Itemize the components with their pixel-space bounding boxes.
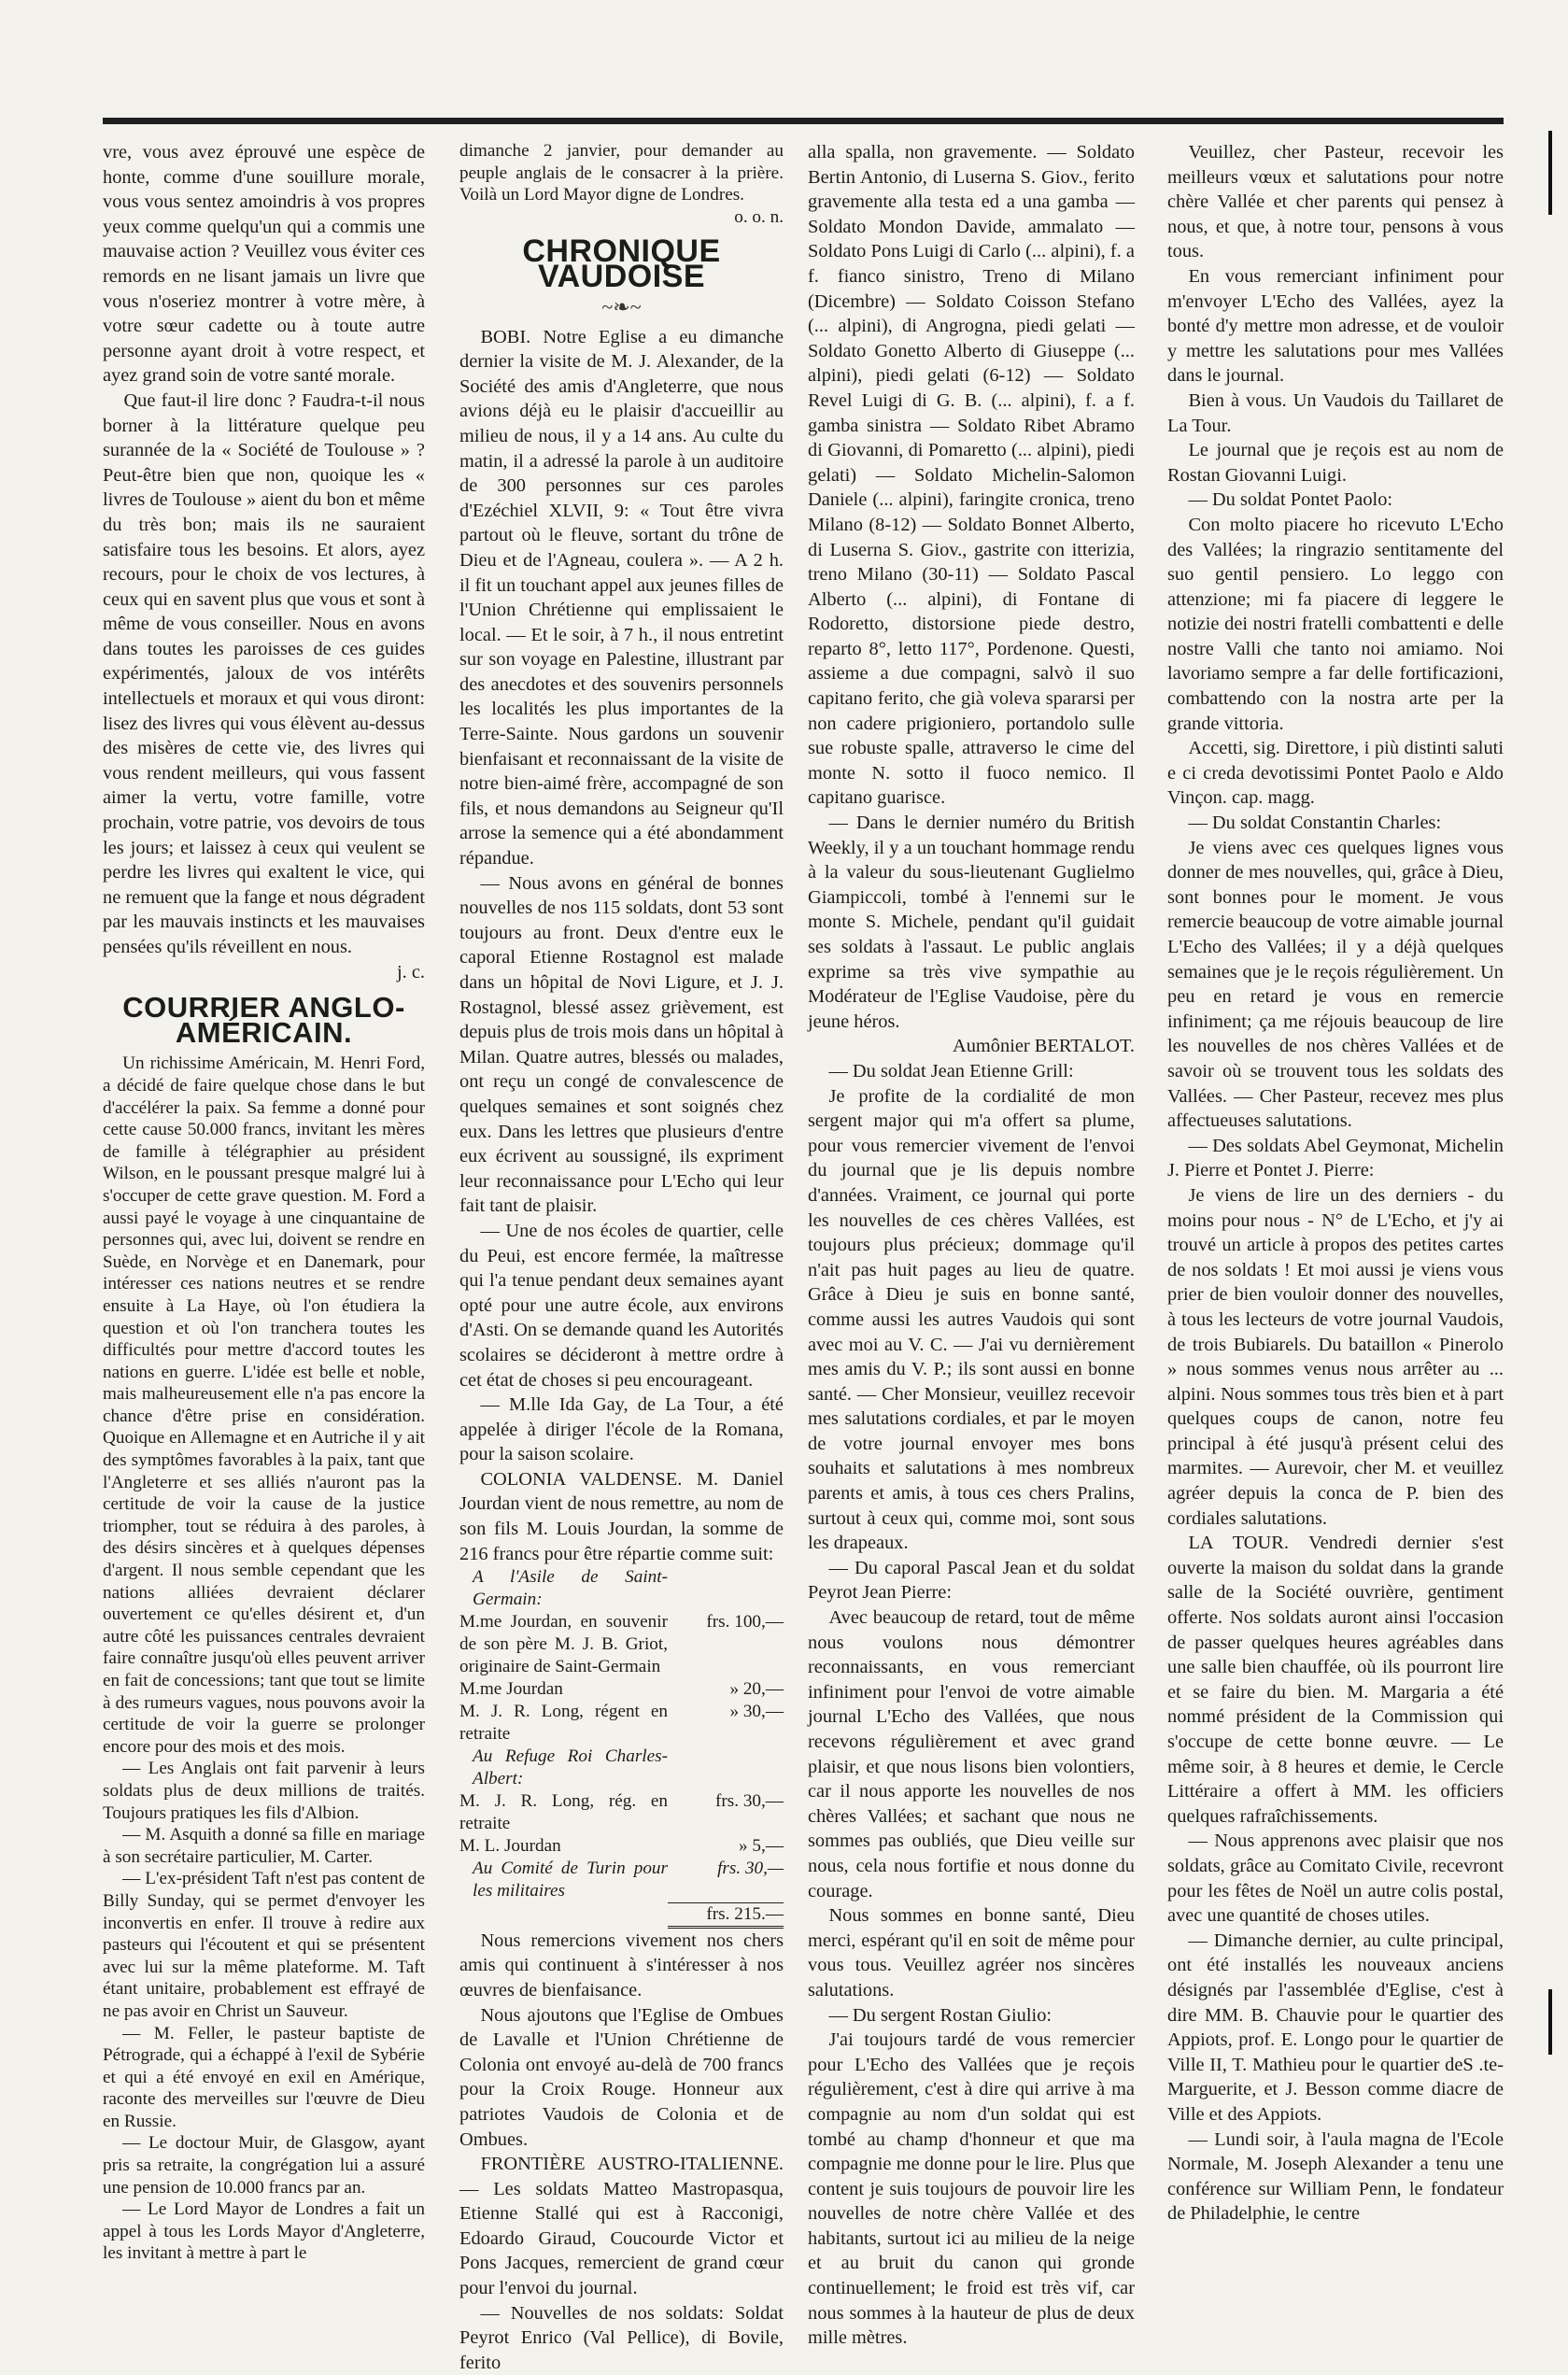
paragraph: alla spalla, non gravemente. — Soldato Bertin Antonio, di Luserna S. Giov., ferito gravemente alla testa ed a una gamba — Soldato Mondon Davide, ammalato — Soldato Pons Luigi di Carlo (... alpini), f. a f. fianco sinistro, Treno di Milano (Dicembre) — Soldato Coisson Stefano (... alpini), di Angrogna, piedi gelati — Soldato Gonetto Alberto di Giuseppe (... alpini), piedi gelati (6-12) — Soldato Revel Luigi di G. B. (... alpini), f. a f. gamba sinistra — Soldato Ribet Abramo di Giovanni, di Pomaretto (... alpini), piedi gelati) — Soldato Michelin-Salomon Daniele (... alpini), faringite cronica, treno Milano (8-12) — Soldato Bonnet Alberto, di Luserna S. Giov., gastrite con itterizia, treno Milano (30-11) — Soldato Pascal Alberto (... alpini), di Fontane di Rodoretto, distorsione piede destro, reparto 8°, letto 117°, Pordenone. Questi, assieme a due compagni, salvò il suo capitano ferito, che già voleva spararsi per non cadere prigioniero, portandolo sulle sue robuste spalle, attraverso le cime del monte N. sotto il fuoco nemico. Il capitano guarisce. <box>808 142 1135 809</box>
paragraph: — L'ex-président Taft n'est pas content de Billy Sunday, qui se permet d'envoyer les inconvertis en enfer. Il trouve à redire aux pasteurs qui l'écoutent et qui se présentent avec lui sur la même plateforme. M. Taft étant unitaire, probablement est effrayé de ne pas avoir en Christ un Sauveur. <box>103 1869 425 2021</box>
paragraph: — M. Feller, le pasteur baptiste de Pétrograde, qui a échappé à l'exil de Sybérie et qui a été envoyé en exil en Amérique, raconte des merveilles sur l'œuvre de Dieu en Russie. <box>103 2023 425 2131</box>
paragraph: Je viens avec ces quelques lignes vous donner de mes nouvelles, qui, grâce à Dieu, sont bonnes pour le moment. Je vous remercie beaucoup de votre aimable journal L'Echo des Vallées; il y a déjà quelques semaines que je le reçois régulièrement. Un peu en retard je vous en remercie infiniment; ça me réjouis beaucoup de lire les nouvelles de nos chères Vallées et de savoir où se trouvent tous les soldats des Vallées. — Cher Pasteur, recevez mes plus affectueuses salutations. <box>1167 837 1504 1132</box>
signature: Aumônier BERTALOT. <box>953 1036 1135 1057</box>
column-3 <box>808 140 1135 2351</box>
paragraph: — Du caporal Pascal Jean et du soldat Peyrot Jean Pierre: <box>808 1557 1135 1604</box>
donation-label: Au Comité de Turin pour les militaires <box>473 1859 668 1901</box>
paragraph: — Dans le dernier numéro du British Weekly, il y a un touchant hommage rendu à la valeur du sous-lieutenant Guglielmo Giampiccoli, tombé à l'ennemi sur le monte S. Michele, pendant qu'il guidait ses soldats à l'assaut. Le public anglais exprime sa très vive sympathie au Modérateur de l'Eglise Vaudoise, père du jeune héros. <box>808 813 1135 1032</box>
paragraph: — Du soldat Pontet Paolo: <box>1188 489 1393 511</box>
donation-row <box>459 1566 784 1611</box>
paragraph: Un richissime Américain, M. Henri Ford, a décidé de faire quelque chose dans le but d'accélérer la paix. Sa femme a donné pour cette cause 50.000 francs, invitant les mères de famille à télégraphier au président Wilson, en le poussant presque malgré lui à s'occuper de cette grave question. M. Ford a aussi payé le voyage à une cinquantaine de personnes qui, avec lui, doivent se rendre en Suède, en Norvège et en Danemark, pour intéresser ces nations neutres et se rendre ensuite à La Haye, où l'on étudiera la question et où l'on tranchera toutes les difficultés pour mettre d'accord toutes les nations en guerre. L'idée est belle et noble, mais malheureusement elle n'a pas encore la chance d'être prise en considération. Quoique en Allemagne et en Autriche il y ait des symptômes favorables à la paix, tant que l'Angleterre et ses alliés n'auront pas la certitude de voir la cause de la justice triompher, tout se réduira à des paroles, à des désirs sincères et à quelques dépenses d'argent. Il nous semble cependant que les nations alliées devraient déclarer ouvertement ce qu'elles désirent et, d'un autre côté les puissances centrales devraient faire connaître jusqu'où elles peuvent arriver en fait de concessions; tant que tout se limite à des rumeurs vagues, nous pouvons avoir la certitude de voir la guerre se prolonger encore pour des mois et des mois. <box>103 1053 425 1757</box>
paragraph: — Dimanche dernier, au culte principal, ont été installés les nouveaux anciens désignés par l'assemblée d'Eglise, c'est à dire MM. B. Chauvie pour le quartier des Appiots, prof. E. Longo pour le quartier de Ville II, T. Mathieu pour le quartier deS .te-Marguerite, et J. Besson comme diacre de Ville et des Appiots. <box>1167 1930 1504 2125</box>
donation-label: M. J. R. Long, régent en retraite <box>459 1702 668 1745</box>
donation-row <box>459 1678 784 1701</box>
paragraph: FRONTIÈRE AUSTRO-ITALIENNE. — Les soldats Matteo Mastropasqua, Etienne Stallé qui est à Racconigi, Edoardo Giraud, Coucourde Victor et Pons Jacques, remercient de grand cœur pour l'envoi du journal. <box>459 2154 784 2299</box>
donation-label: M. L. Jourdan <box>459 1836 561 1857</box>
donation-label <box>459 1902 668 1927</box>
column-1 <box>103 140 425 2265</box>
donation-row <box>459 1835 784 1858</box>
donation-row <box>459 1790 784 1835</box>
signature: j. c. <box>396 961 425 983</box>
donation-row <box>459 1611 784 1678</box>
paragraph: dimanche 2 janvier, pour demander au peuple anglais de le consacrer à la prière. Voilà un Lord Mayor digne de Londres. <box>459 141 784 205</box>
paragraph: — Des soldats Abel Geymonat, Michelin J. Pierre et Pontet J. Pierre: <box>1167 1135 1504 1181</box>
section-heading-courrier: COURRIER ANGLO-AMÉRICAIN. <box>122 991 405 1049</box>
section-heading-chronique: CHRONIQUE VAUDOISE <box>522 233 721 294</box>
donation-label: A l'Asile de Saint-Germain: <box>473 1567 668 1610</box>
donation-amount: » 30,— <box>729 1702 784 1722</box>
donation-amount: » 20,— <box>729 1679 784 1700</box>
donation-amount: » 5,— <box>739 1836 784 1857</box>
paragraph: — Nouvelles de nos soldats: Soldat Peyrot Enrico (Val Pellice), di Bovile, ferito <box>459 2302 784 2373</box>
paragraph: — M.lle Ida Gay, de La Tour, a été appelée à diriger l'école de la Romana, pour la saison scolaire. <box>459 1394 784 1465</box>
paragraph: Veuillez, cher Pasteur, recevoir les meilleurs vœux et salutations pour notre chère Vallée et cher parents qui pensez à nous, et que, à notre tour, pensons à vous tous. <box>1167 142 1504 262</box>
paragraph: — Les Anglais ont fait parvenir à leurs soldats plus de deux millions de traités. Toujours pratiques les fils d'Albion. <box>103 1759 425 1823</box>
paragraph: — M. Asquith a donné sa fille en mariage à son secrétaire particulier, M. Carter. <box>103 1825 425 1867</box>
paragraph: Nous ajoutons que l'Eglise de Ombues de Lavalle et l'Union Chrétienne de Colonia ont envoyé au-delà de 700 francs pour la Croix Rouge. Honneur aux patriotes Vaudois de Colonia et de Ombues. <box>459 2004 784 2150</box>
donation-amount <box>668 1566 784 1611</box>
top-rule <box>103 118 1504 124</box>
paragraph: Bien à vous. Un Vaudois du Taillaret de La Tour. <box>1167 389 1504 436</box>
donation-row <box>459 1746 784 1790</box>
paragraph: Accetti, sig. Direttore, i più distinti saluti e ci creda devotissimi Pontet Paolo e Aldo Vinçon. cap. magg. <box>1167 738 1504 809</box>
donation-row <box>459 1858 784 1902</box>
donation-amount: frs. 30,— <box>714 1791 784 1812</box>
paragraph: — Du sergent Rostan Giulio: <box>828 2004 1052 2026</box>
donation-label: Au Refuge Roi Charles-Albert: <box>473 1746 668 1789</box>
paragraph: J'ai toujours tardé de vous remercier pour L'Echo des Vallées que je reçois régulièrement, c'est à dire qui arrive à ma compagnie au nom d'un soldat qui est tombé au champ d'honneur et que ma compagnie me donne pour le lire. Plus que content je suis toujours de pouvoir lire les nouvelles de notre chère Vallée et des habitants, surtout ici au milieu de la neige et au bruit du canon qui gronde continuellement; le froid est très vif, car nous sommes à la hauteur de plus de deux mille mètres. <box>808 2029 1135 2349</box>
paragraph: BOBI. Notre Eglise a eu dimanche dernier la visite de M. J. Alexander, de la Société des amis d'Angleterre, que nous avions déjà eu le plaisir d'accueillir au milieu de nous, il y a 14 ans. Au culte du matin, il a adressé la parole à un auditoire de 300 personnes sur ces paroles d'Ezéchiel XLVII, 9: « Tout être vivra partout où le fleuve, sortant du trône de Dieu et de l'Agneau, coulera ». — A 2 h. il fit un touchant appel aux jeunes filles de l'Union Chrétienne qui emplissaient le local. — Et le soir, à 7 h., il nous entretint sur son voyage en Palestine, illustrant par des anecdotes et des souvenirs personnels les localités les plus importantes de la Terre-Sainte. Nous gardons un souvenir bienfaisant et reconnaissant de la visite de notre bien-aimé frère, accompagné de son fils, et nous demandons au Seigneur qu'Il arrose la semence qui a été abondamment répandue. <box>459 326 784 869</box>
paragraph: Que faut-il lire donc ? Faudra-t-il nous borner à la littérature quelque peu surannée de la « Société de Toulouse » ? Peut-être bien que non, quoique les « livres de Toulouse » aient du bon et même du très bon; mais ils ne sauraient satisfaire tous les besoins. Et alors, ayez recours, pour le choix de vos lectures, à ceux qui en savent plus que vous et sont à même de vous conseiller. Nous en avons dans toutes les paroisses de ces guides expérimentés, jaloux de vos intérêts intellectuels et moraux et qui vous diront: lisez des livres qui vous élèvent au-dessus des misères de cette vie, des livres qui vous rendent meilleurs, qui vous fassent aimer la vertu, votre famille, votre prochain, votre patrie, vos devoirs de tous les jours; et laissez à ceux qui veulent se perdre les livres qui exaltent le vice, qui ne remuent que la fange et nous dégradent par les mauvais instincts et les mauvaises pensées qu'ils réveillent en nous. <box>103 389 425 957</box>
paragraph: Je profite de la cordialité de mon sergent major qui m'a offert sa plume, pour vous remercier vivement de l'envoi du journal que je lis depuis nombre d'années. Vraiment, ce journal qui porte les nouvelles de ces chères Vallées, est toujours plus précieux; dommage qu'il n'ait pas huit pages au lieu de quatre. Grâce à Dieu je suis en bonne santé, comme aussi les autres Vaudois qui sont avec moi au V. C. — J'ai vu dernièrement mes amis du V. P.; ils sont aussi en bonne santé. — Cher Monsieur, veuillez recevoir mes salutations cordiales, et par le moyen de votre journal envoyer mes bons souhaits et salutations à mes nombreux parents et amis, à tous ces chers Pralins, surtout à ceux qui, comme moi, sont sous les drapeaux. <box>808 1085 1135 1554</box>
paragraph: vre, vous avez éprouvé une espèce de honte, comme d'une souillure morale, vous vous sentez amoindris à vos propres yeux comme quelqu'un qui a commis une mauvaise action ? Veuillez vous éviter ces remords en ne lisant jamais un livre que vous n'oseriez montrer à votre mère, à votre sœur cadette ou à toute autre personne ayant droit à votre respect, et ayez grand soin de votre santé morale. <box>103 142 425 387</box>
paragraph: — Le Lord Mayor de Londres a fait un appel à tous les Lords Mayor d'Angleterre, les invitant à mettre à part le <box>103 2199 425 2264</box>
ornament-divider: ~❧~ <box>601 294 642 318</box>
paragraph: — Nous avons en général de bonnes nouvelles de nos 115 soldats, dont 53 sont toujours au front. Deux d'entre eux le caporal Etienne Rostagnol est malade dans un hôpital de Novi Ligure, et J. J. Rostagnol, blessé assez grièvement, est depuis plus de trois mois dans un hôpital à Milan. Quatre autres, blessés ou malades, ont reçu un congé de convalescence de quelques semaines et sont soignés chez eux. Dans les lettres que plusieurs d'entre eux écrivent au soussigné, ils expriment leur reconnaissance pour L'Echo qui leur fait tant de plaisir. <box>459 872 784 1217</box>
donation-label: M.me Jourdan <box>459 1679 563 1700</box>
donation-row <box>459 1902 784 1927</box>
edge-mark <box>1548 1989 1552 2055</box>
paragraph: Nous sommes en bonne santé, Dieu merci, espérant qu'il en soit de même pour vous tous. Veuillez agréer nos sincères salutations. <box>808 1905 1135 2000</box>
paragraph: — Nous apprenons avec plaisir que nos soldats, grâce au Comitato Civile, recevront pour les fêtes de Noël un autre colis postal, avec une quantité de choses utiles. <box>1167 1831 1504 1927</box>
donation-amount: frs. 100,— <box>706 1612 784 1633</box>
paragraph: Avec beaucoup de retard, tout de même nous voulons nous démontrer reconnaissants, en vous remerciant infiniment pour l'envoi de votre aimable journal L'Echo des Vallées, que nous recevons régulièrement et avec grand plaisir, et que nous lisons bien volontiers, car il nous apporte les nouvelles de nos chères Vallées; et sachant que nous ne sommes pas oubliés, que Dieu veille sur nous, cela nous fortifie et nous donne du courage. <box>808 1607 1135 1901</box>
paragraph: Je viens de lire un des derniers - du moins pour nous - N° de L'Echo, et j'y ai trouvé un article à propos des petites cartes de nos soldats ! Et moi aussi je viens vous prier de bien vouloir donner des nouvelles, à tous les lecteurs de votre journal Vaudois, de trois Bubiarels. Du bataillon « Pinerolo » nous sommes venus nous arrêter au ... alpini. Nous sommes tous très bien et à part quelques coups de canon, notre feu principal à été jusqu'à présent celui des marmites. — Aurevoir, cher M. et veuillez agréer depuis la conca de P. bien des cordiales salutations. <box>1167 1184 1504 1529</box>
paragraph: Le journal que je reçois est au nom de Rostan Giovanni Luigi. <box>1167 440 1504 486</box>
paragraph: — Du soldat Constantin Charles: <box>1188 813 1442 834</box>
donation-table <box>459 1566 784 1929</box>
donation-label: M.me Jourdan, en souvenir de son père M. J. B. Griot, originaire de Saint-Germain <box>459 1612 668 1677</box>
donation-row <box>459 1701 784 1746</box>
paragraph: Con molto piacere ho ricevuto L'Echo des Vallées; la ringrazio sentitamente del suo gentil pensiero. Lo leggo con attenzione; mi fa piacere di leggere le notizie dei nostri fratelli combattenti e delle nostre Valli che tanto noi amiamo. Noi lavoriamo sempre a far delle fortificazioni, combattendo con la nostra arte per la grande vittoria. <box>1167 514 1504 734</box>
paragraph: Nous remercions vivement nos chers amis qui continuent à s'intéresser à nos œuvres de bienfaisance. <box>459 1930 784 2000</box>
donation-amount <box>668 1746 784 1790</box>
donation-amount: frs. 30,— <box>717 1859 784 1879</box>
paragraph: LA TOUR. Vendredi dernier s'est ouverte la maison du soldat dans la grande salle de la Société ouvrière, gentiment offerte. Nos soldats auront ainsi l'occasion de passer quelques heures agréables dans une salle bien chauffée, où ils pourront lire et se faire du bien. M. Margaria a été nommé président de la Commission qui s'occupe de cette bonne œuvre. — Le même soir, à 8 heures et demie, le Cercle Littéraire a offert à MM. les officiers quelques rafraîchissements. <box>1167 1533 1504 1827</box>
paragraph: En vous remerciant infiniment pour m'envoyer L'Echo des Vallées, ayez la bonté d'y mettre mon adresse, et de vouloir y mettre les salutations pour mes Vallées dans le journal. <box>1167 265 1504 387</box>
column-4 <box>1167 140 1504 2227</box>
donation-label: M. J. R. Long, rég. en retraite <box>459 1791 668 1834</box>
paragraph: — Lundi soir, à l'aula magna de l'Ecole Normale, M. Joseph Alexander a tenu une conférence sur William Penn, le fondateur de Philadelphie, le centre <box>1167 2128 1504 2225</box>
paragraph: — Une de nos écoles de quartier, celle du Peui, est encore fermée, la maîtresse qui l'a tenue pendant deux semaines ayant opté pour une autre école, aux environs d'Asti. On se demande quand les Autorités scolaires se décideront à mettre ordre à cet état de choses si peu encourageant. <box>459 1220 784 1391</box>
edge-mark <box>1548 131 1552 215</box>
column-2 <box>459 140 784 2375</box>
paragraph: COLONIA VALDENSE. M. Daniel Jourdan vient de nous remettre, au nom de son fils M. Louis Jourdan, la somme de 216 francs pour être répartie comme suit: <box>459 1468 784 1564</box>
donation-amount: frs. 215.— <box>668 1902 784 1927</box>
paragraph: — Le doctour Muir, de Glasgow, ayant pris sa retraite, la congrégation lui a assuré une pension de 10.000 francs par an. <box>103 2133 425 2198</box>
paragraph: — Du soldat Jean Etienne Grill: <box>828 1060 1074 1081</box>
signature: o. o. n. <box>734 206 784 227</box>
